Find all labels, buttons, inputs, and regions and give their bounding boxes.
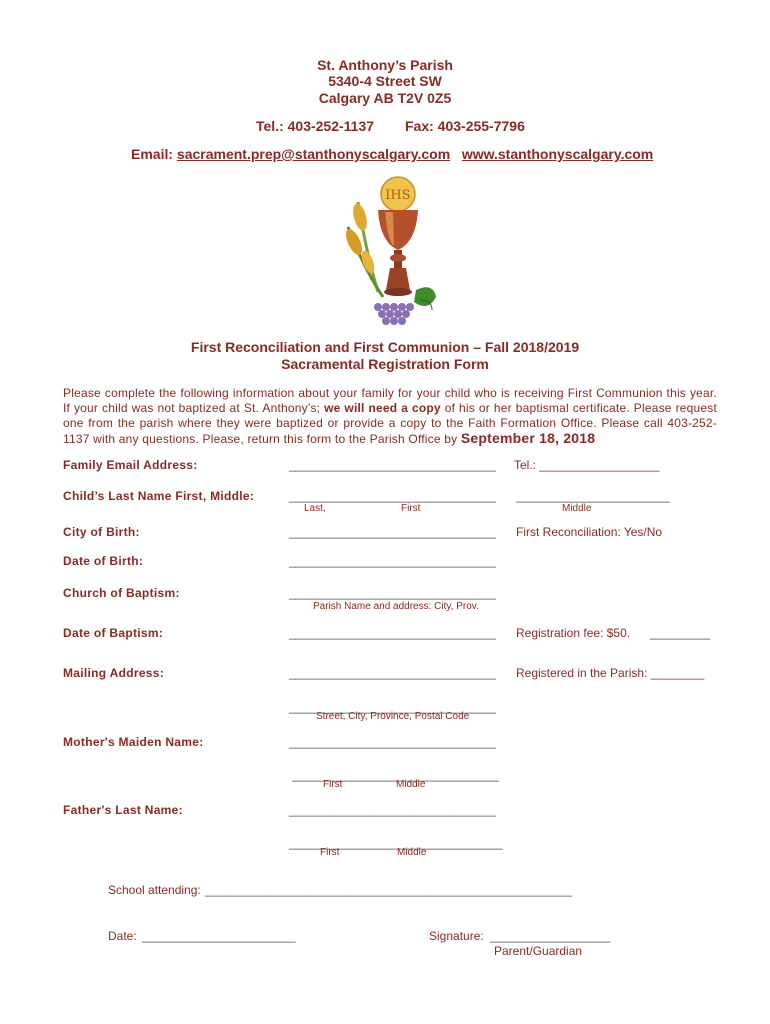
parish-name: St. Anthony’s Parish: [317, 57, 453, 73]
website-link[interactable]: www.stanthonyscalgary.com: [461, 146, 654, 162]
father-middle-caption: Middle: [397, 847, 427, 858]
signature-label: Signature:: [429, 929, 484, 943]
child-middle-field[interactable]: _______________________: [516, 489, 670, 503]
intro-text-a: Please complete the following information about your family for your child who is receiving First Communion this year. If your child was not baptized at St. Anthony’s;: [63, 386, 717, 415]
fathers-first-middle-field[interactable]: ________________________________: [289, 836, 503, 850]
mothers-maiden-name-label: Mother's Maiden Name:: [63, 735, 204, 749]
registration-fee-field[interactable]: _________: [650, 626, 711, 640]
fathers-last-name-field[interactable]: _______________________________: [289, 803, 496, 817]
chalice-ihs-icon: [338, 172, 438, 327]
mailing-address-field-2[interactable]: _______________________________: [289, 700, 496, 714]
intro-deadline: September 18, 2018: [460, 430, 596, 446]
date-of-birth-field[interactable]: _______________________________: [289, 554, 496, 568]
date-of-baptism-field[interactable]: _______________________________: [289, 626, 496, 640]
parish-tel: Tel.: 403-252-1137: [256, 118, 375, 134]
mailing-address-field[interactable]: _______________________________: [289, 666, 496, 680]
registered-in-parish-field[interactable]: Registered in the Parish: ________: [516, 666, 705, 680]
form-title: First Reconciliation and First Communion – Fall 2018/2019: [190, 339, 580, 355]
child-name-label: Child’s Last Name First, Middle:: [63, 489, 255, 503]
school-attending-field[interactable]: _______________________________________________________: [205, 883, 573, 897]
svg-text:IHS: IHS: [385, 188, 411, 203]
mother-middle-caption: Middle: [396, 779, 426, 790]
city-of-birth-label: City of Birth:: [63, 525, 140, 539]
mothers-maiden-name-field[interactable]: _______________________________: [289, 735, 496, 749]
mothers-first-middle-field[interactable]: _______________________________: [292, 768, 499, 782]
parish-fax: Fax: 403-255-7796: [405, 118, 525, 134]
intro-paragraph: [63, 386, 717, 447]
first-reconciliation-field[interactable]: First Reconciliation: Yes/No: [516, 525, 663, 539]
school-attending-label: School attending:: [108, 883, 201, 897]
parent-guardian-caption: Parent/Guardian: [494, 944, 583, 958]
church-caption: Parish Name and address: City, Prov.: [313, 601, 479, 612]
date-field[interactable]: _______________________: [142, 929, 296, 943]
form-subtitle: Sacramental Registration Form: [281, 356, 489, 372]
intro-text-b: of his or her baptismal certificate. Please request one from the parish where they were baptized or provide a copy to the Faith Formation Office. Please call 403-252-1137 with any questions. Please, return this form to the Parish Office by: [63, 401, 717, 446]
mailing-caption: Street, City, Province, Postal Code: [316, 711, 470, 722]
child-first-caption: First: [401, 503, 421, 514]
mailing-address-label: Mailing Address:: [63, 666, 165, 680]
parish-city: Calgary AB T2V 0Z5: [318, 90, 452, 106]
fathers-last-name-label: Father's Last Name:: [63, 803, 183, 817]
email-label: Email:: [131, 146, 174, 162]
family-email-label: Family Email Address:: [63, 458, 198, 472]
child-middle-caption: Middle: [562, 503, 592, 514]
family-email-field[interactable]: _______________________________: [289, 458, 496, 472]
parish-street: 5340-4 Street SW: [328, 73, 442, 89]
city-of-birth-field[interactable]: _______________________________: [289, 525, 496, 539]
child-last-caption: Last,: [304, 503, 326, 514]
intro-emphasis: we will need a copy: [324, 401, 441, 415]
father-first-caption: First: [320, 847, 340, 858]
signature-field[interactable]: __________________: [490, 929, 611, 943]
email-line: [131, 146, 653, 162]
church-of-baptism-field[interactable]: _______________________________: [289, 586, 496, 600]
tel-field[interactable]: Tel.: __________________: [514, 458, 660, 472]
date-label: Date:: [108, 929, 137, 943]
registration-fee-text: Registration fee: $50.: [516, 626, 631, 640]
child-name-field[interactable]: _______________________________: [289, 489, 496, 503]
mother-first-caption: First: [323, 779, 343, 790]
email-link[interactable]: sacrament.prep@stanthonyscalgary.com: [176, 146, 451, 162]
church-of-baptism-label: Church of Baptism:: [63, 586, 180, 600]
date-of-baptism-label: Date of Baptism:: [63, 626, 164, 640]
date-of-birth-label: Date of Birth:: [63, 554, 144, 568]
